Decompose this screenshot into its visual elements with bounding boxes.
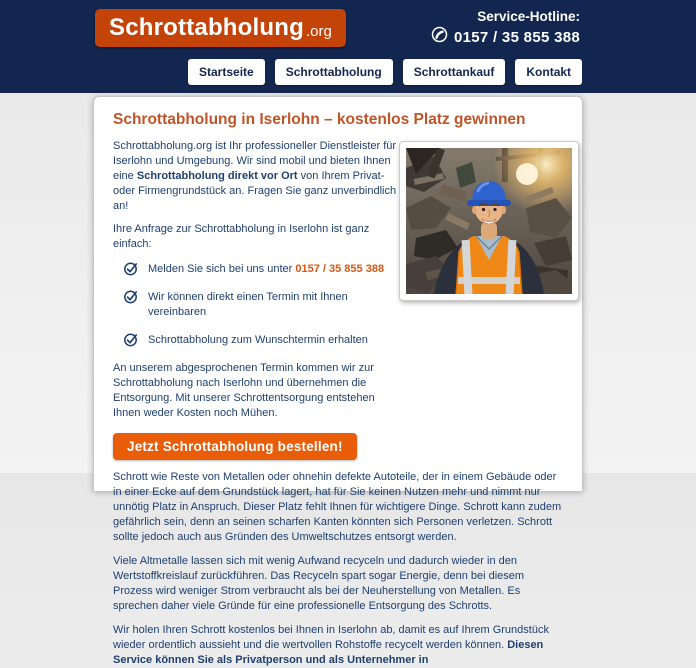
hotline-block <box>431 9 580 48</box>
check-icon <box>123 261 139 276</box>
checklist-item-text: Wir können direkt einen Termin mit Ihnen vereinbaren <box>148 291 348 318</box>
appointment-paragraph: An unserem abgesprochenen Termin kommen wir zur Schrottabholung nach Iserlohn und übernehmen die Entsorgung. Mit unserer Schrottentsorgung entstehen Ihnen weder Kosten noch Mühen. <box>113 362 375 419</box>
intro-column <box>113 139 397 470</box>
check-icon <box>123 289 139 304</box>
site-header <box>0 0 696 93</box>
worker-photo <box>399 141 579 301</box>
brand-suffix: .org <box>305 22 332 40</box>
nav-item-startseite[interactable]: Startseite <box>188 59 265 85</box>
intro-paragraph <box>113 139 397 214</box>
checklist <box>123 262 397 348</box>
hotline-phone-link[interactable] <box>431 26 580 48</box>
intro-text: Schrottabholung.org ist Ihr professioneller Dienstleister für Iserlohn und Umgebung. Wir sind mobil und bieten Ihnen eine <box>113 140 397 182</box>
check-icon <box>123 332 139 347</box>
checklist-item-text: Schrottabholung zum Wunschtermin erhalten <box>148 334 368 346</box>
main-nav <box>188 59 582 85</box>
worker-scrapyard-illustration <box>406 148 572 294</box>
intro-text-end: von Ihrem Privat- oder Firmengrundstück an. Fragen Sie ganz unverbindlich an! <box>113 170 397 212</box>
nav-item-schrottankauf[interactable]: Schrottankauf <box>403 59 506 85</box>
intro-bold-text: Schrottabholung direkt vor Ort <box>136 170 298 182</box>
hotline-label: Service-Hotline: <box>477 9 580 24</box>
hotline-number: 0157 / 35 855 388 <box>453 28 580 46</box>
nav-item-kontakt[interactable]: Kontakt <box>515 59 582 85</box>
checklist-item-wunschtermin <box>123 333 397 348</box>
checklist-item-text <box>148 262 384 277</box>
checklist-phone-number[interactable]: 0157 / 35 855 388 <box>295 263 385 275</box>
checklist-item-phone <box>123 262 397 277</box>
phone-icon <box>431 26 448 48</box>
checklist-item-termin <box>123 290 397 320</box>
page-title: Schrottabholung in Iserlohn – kostenlos Platz gewinnen <box>113 111 526 128</box>
brand-logo[interactable] <box>95 9 346 47</box>
recycle-paragraph: Viele Altmetalle lassen sich mit wenig Aufwand recyceln und dadurch wieder in den Wertstoffkreislauf zurückführen. Das Recyceln spart sogar Energie, denn bei diesem Prozess wird weniger Strom verbraucht als bei der Neuherstellung von Metallen. Es sprechen daher viele Gründe für eine professionelle Entsorgung des Schrotts. <box>113 555 525 612</box>
nav-item-schrottabholung[interactable]: Schrottabholung <box>275 59 393 85</box>
service-paragraph <box>113 623 563 668</box>
content-card <box>93 96 583 666</box>
brand-name: Schrottabholung <box>109 14 304 41</box>
checklist-text: Melden Sie sich bei uns unter <box>148 263 296 275</box>
scrap-paragraph: Schrott wie Reste von Metallen oder ohnehin defekte Autoteile, der in einem Gebäude oder in einer Ecke auf dem Grundstück lagert, hat für Sie keinen Nutzen mehr und nimmt nur unnötig Platz in Anspruch. Dieser Platz fehlt Ihnen für wichtigere Dinge. Schrott kann zudem gefährlich sein, denn an seinen scharfen Kanten könnten sich Personen verletzen. Schrott sollte jedoch auch aus Gründen des Umweltschutzes entsorgt werden. <box>113 471 562 543</box>
bottom-text-section <box>113 470 563 668</box>
service-bold-text: Diesen Service können Sie als Privatperson und als Unternehmer in <box>113 639 544 666</box>
service-text: Wir holen Ihren Schrott kostenlos bei Ihnen in Iserlohn ab, damit es auf Ihrem Grundstück wieder ordentlich aussieht und die wertvollen Rohstoffe recycelt werden können. <box>113 624 549 651</box>
order-pickup-button[interactable]: Jetzt Schrottabholung bestellen! <box>113 433 357 460</box>
steps-intro: Ihre Anfrage zur Schrottabholung in Iserlohn ist ganz einfach: <box>113 223 370 250</box>
